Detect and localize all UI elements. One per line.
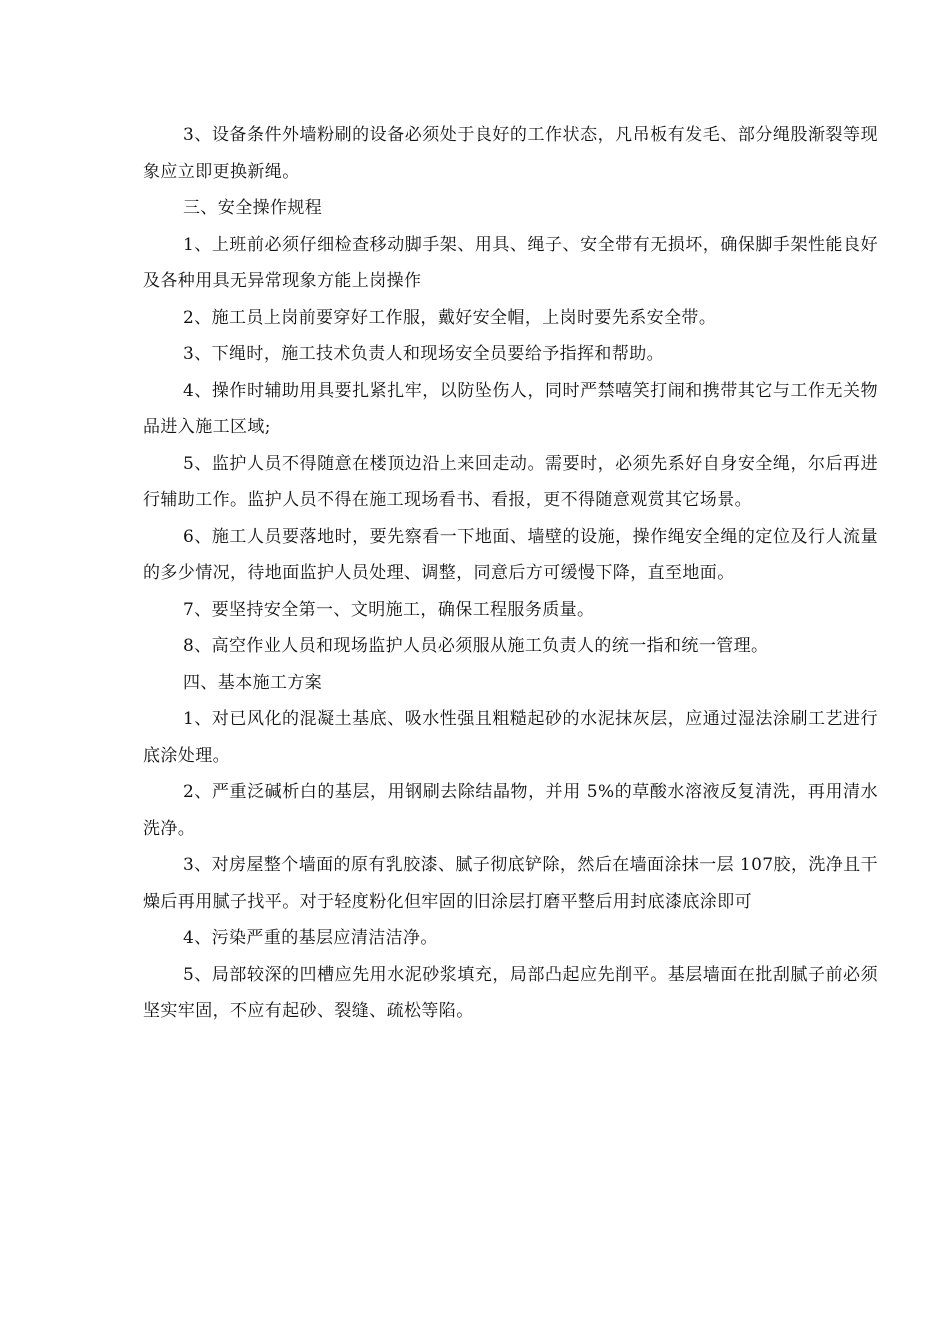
paragraph-plan-2: 2、严重泛碱析白的基层，用钢刷去除结晶物，并用 5%的草酸水溶液反复清洗，再用清水洗净。: [143, 782, 878, 839]
paragraph-safety-8: 8、高空作业人员和现场监护人员必须服从施工负责人的统一指和统一管理。: [183, 636, 769, 656]
paragraph-equipment-condition: 3、设备条件外墙粉刷的设备必须处于良好的工作状态，凡吊板有发毛、部分绳股渐裂等现象应立即更换新绳。: [143, 125, 878, 182]
section-heading-construction-plan: 四、基本施工方案: [183, 672, 323, 693]
paragraph-plan-4: 4、污染严重的基层应清洁洁净。: [183, 928, 438, 948]
paragraph-plan-3: 3、对房屋整个墙面的原有乳胶漆、腻子彻底铲除，然后在墙面涂抹一层 107胶，洗净且干燥后再用腻子找平。对于轻度粉化但牢固的旧涂层打磨平整后用封底漆底涂即可: [143, 855, 878, 912]
paragraph-safety-1: 1、上班前必须仔细检查移动脚手架、用具、绳子、安全带有无损坏，确保脚手架性能良好及各种用具无异常现象方能上岗操作: [143, 234, 878, 291]
paragraph-safety-2: 2、施工员上岗前要穿好工作服，戴好安全帽，上岗时要先系安全带。: [183, 307, 717, 328]
paragraph-safety-5: 5、监护人员不得随意在楼顶边沿上来回走动。需要时，必须先系好自身安全绳，尔后再进行辅助工作。监护人员不得在施工现场看书、看报，更不得随意观赏其它场景。: [143, 453, 878, 510]
paragraph-safety-3: 3、下绳时，施工技术负责人和现场安全员要给予指挥和帮助。: [183, 344, 665, 364]
section-heading-safety-procedures: 三、安全操作规程: [183, 198, 323, 218]
paragraph-plan-1: 1、对已风化的混凝土基底、吸水性强且粗糙起砂的水泥抹灰层，应通过湿法涂刷工艺进行底涂处理。: [143, 709, 878, 766]
paragraph-plan-5: 5、局部较深的凹槽应先用水泥砂浆填充，局部凸起应先削平。基层墙面在批刮腻子前必须坚实牢固，不应有起砂、裂缝、疏松等陷。: [143, 964, 878, 1021]
paragraph-safety-7: 7、要坚持安全第一、文明施工，确保工程服务质量。: [183, 599, 595, 620]
document-page: [143, 117, 878, 1030]
paragraph-safety-4: 4、操作时辅助用具要扎紧扎牢，以防坠伤人，同时严禁嘻笑打闹和携带其它与工作无关物品进入施工区域;: [143, 380, 878, 437]
paragraph-safety-6: 6、施工人员要落地时，要先察看一下地面、墙壁的设施，操作绳安全绳的定位及行人流量的多少情况，待地面监护人员处理、调整，同意后方可缓慢下降，直至地面。: [143, 526, 878, 583]
